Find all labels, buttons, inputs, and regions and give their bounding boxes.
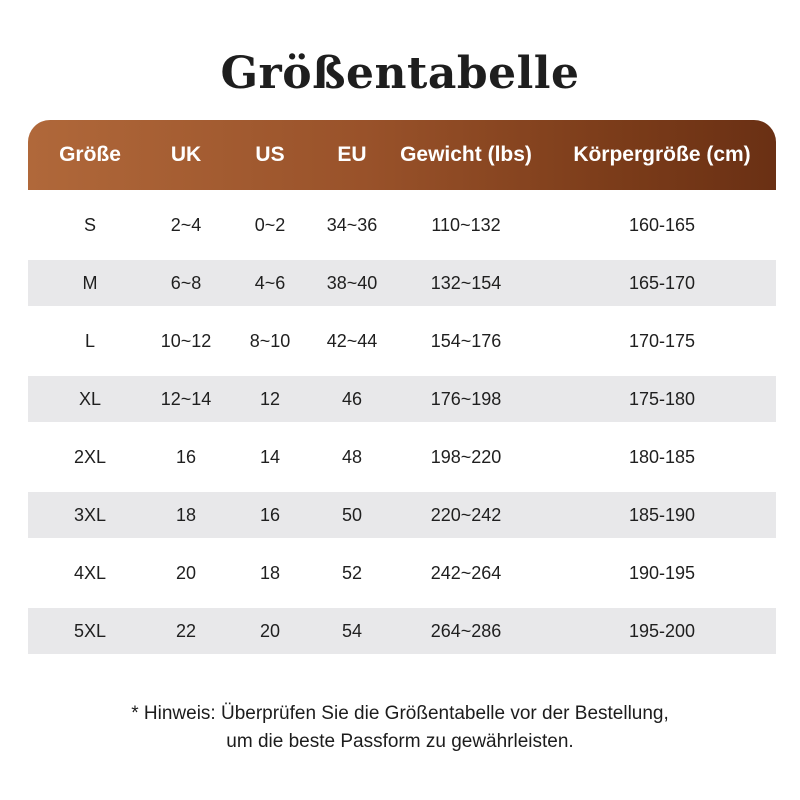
cell-size: 4XL [73, 562, 107, 583]
cell-uk: 12~14 [152, 376, 220, 422]
cell-height: 175-180 [548, 376, 776, 422]
cell-us: 14 [259, 446, 281, 467]
table-row [28, 434, 776, 480]
table-spacer [28, 248, 776, 260]
cell-weight: 264~286 [384, 608, 548, 654]
cell-weight: 154~176 [430, 330, 502, 351]
cell-eu: 38~40 [320, 260, 384, 306]
cell-weight: 198~220 [430, 446, 502, 467]
cell-size: M [28, 260, 152, 306]
table-header-row [28, 120, 776, 190]
cell-us: 16 [220, 492, 320, 538]
cell-height: 185-190 [548, 492, 776, 538]
cell-height: 190-195 [628, 562, 696, 583]
cell-eu: 46 [320, 376, 384, 422]
cell-weight: 132~154 [384, 260, 548, 306]
cell-eu: 34~36 [326, 214, 378, 235]
cell-uk: 20 [175, 562, 197, 583]
table-spacer [28, 306, 776, 318]
cell-us: 20 [220, 608, 320, 654]
table-spacer [28, 422, 776, 434]
cell-us: 4~6 [220, 260, 320, 306]
cell-height: 165-170 [548, 260, 776, 306]
cell-height: 170-175 [628, 330, 696, 351]
cell-uk: 10~12 [160, 330, 212, 351]
table-row [28, 608, 776, 654]
page-title: Größentabelle [220, 48, 580, 99]
table-row [28, 492, 776, 538]
cell-us: 8~10 [249, 330, 291, 351]
cell-weight: 110~132 [431, 214, 501, 235]
header-uk: UK [170, 143, 202, 166]
header-size: Größe [59, 143, 121, 166]
cell-size: 3XL [28, 492, 152, 538]
cell-us: 12 [220, 376, 320, 422]
cell-size: S [83, 214, 96, 235]
header-height: Körpergröße (cm) [573, 143, 751, 166]
header-us: US [255, 143, 285, 166]
cell-weight: 220~242 [384, 492, 548, 538]
cell-size: L [84, 330, 95, 351]
cell-uk: 22 [152, 608, 220, 654]
table-row [28, 202, 776, 248]
cell-size: XL [28, 376, 152, 422]
table-row [28, 376, 776, 422]
cell-size: 2XL [73, 446, 107, 467]
table-row [28, 318, 776, 364]
cell-us: 18 [259, 562, 281, 583]
size-chart-table [28, 120, 776, 654]
cell-height: 180-185 [628, 446, 696, 467]
cell-eu: 48 [341, 446, 363, 467]
footnote [0, 700, 800, 756]
table-spacer [28, 190, 776, 202]
cell-height: 195-200 [548, 608, 776, 654]
cell-uk: 16 [175, 446, 197, 467]
cell-eu: 54 [320, 608, 384, 654]
footnote-line-2: um die beste Passform zu gewährleisten. [226, 731, 574, 752]
cell-eu: 42~44 [326, 330, 378, 351]
table-spacer [28, 364, 776, 376]
table-spacer [28, 480, 776, 492]
cell-uk: 6~8 [152, 260, 220, 306]
cell-eu: 52 [341, 562, 363, 583]
table-spacer [28, 538, 776, 550]
cell-eu: 50 [320, 492, 384, 538]
table-row [28, 550, 776, 596]
cell-uk: 2~4 [170, 214, 202, 235]
cell-uk: 18 [152, 492, 220, 538]
cell-weight: 242~264 [430, 562, 502, 583]
footnote-line-1: * Hinweis: Überprüfen Sie die Größentabelle vor der Bestellung, [131, 703, 669, 724]
cell-size: 5XL [28, 608, 152, 654]
header-eu: EU [337, 143, 367, 166]
table-spacer [28, 596, 776, 608]
cell-weight: 176~198 [384, 376, 548, 422]
table-row [28, 260, 776, 306]
cell-height: 160-165 [628, 214, 696, 235]
cell-us: 0~2 [254, 214, 286, 235]
header-weight: Gewicht (lbs) [400, 143, 532, 166]
